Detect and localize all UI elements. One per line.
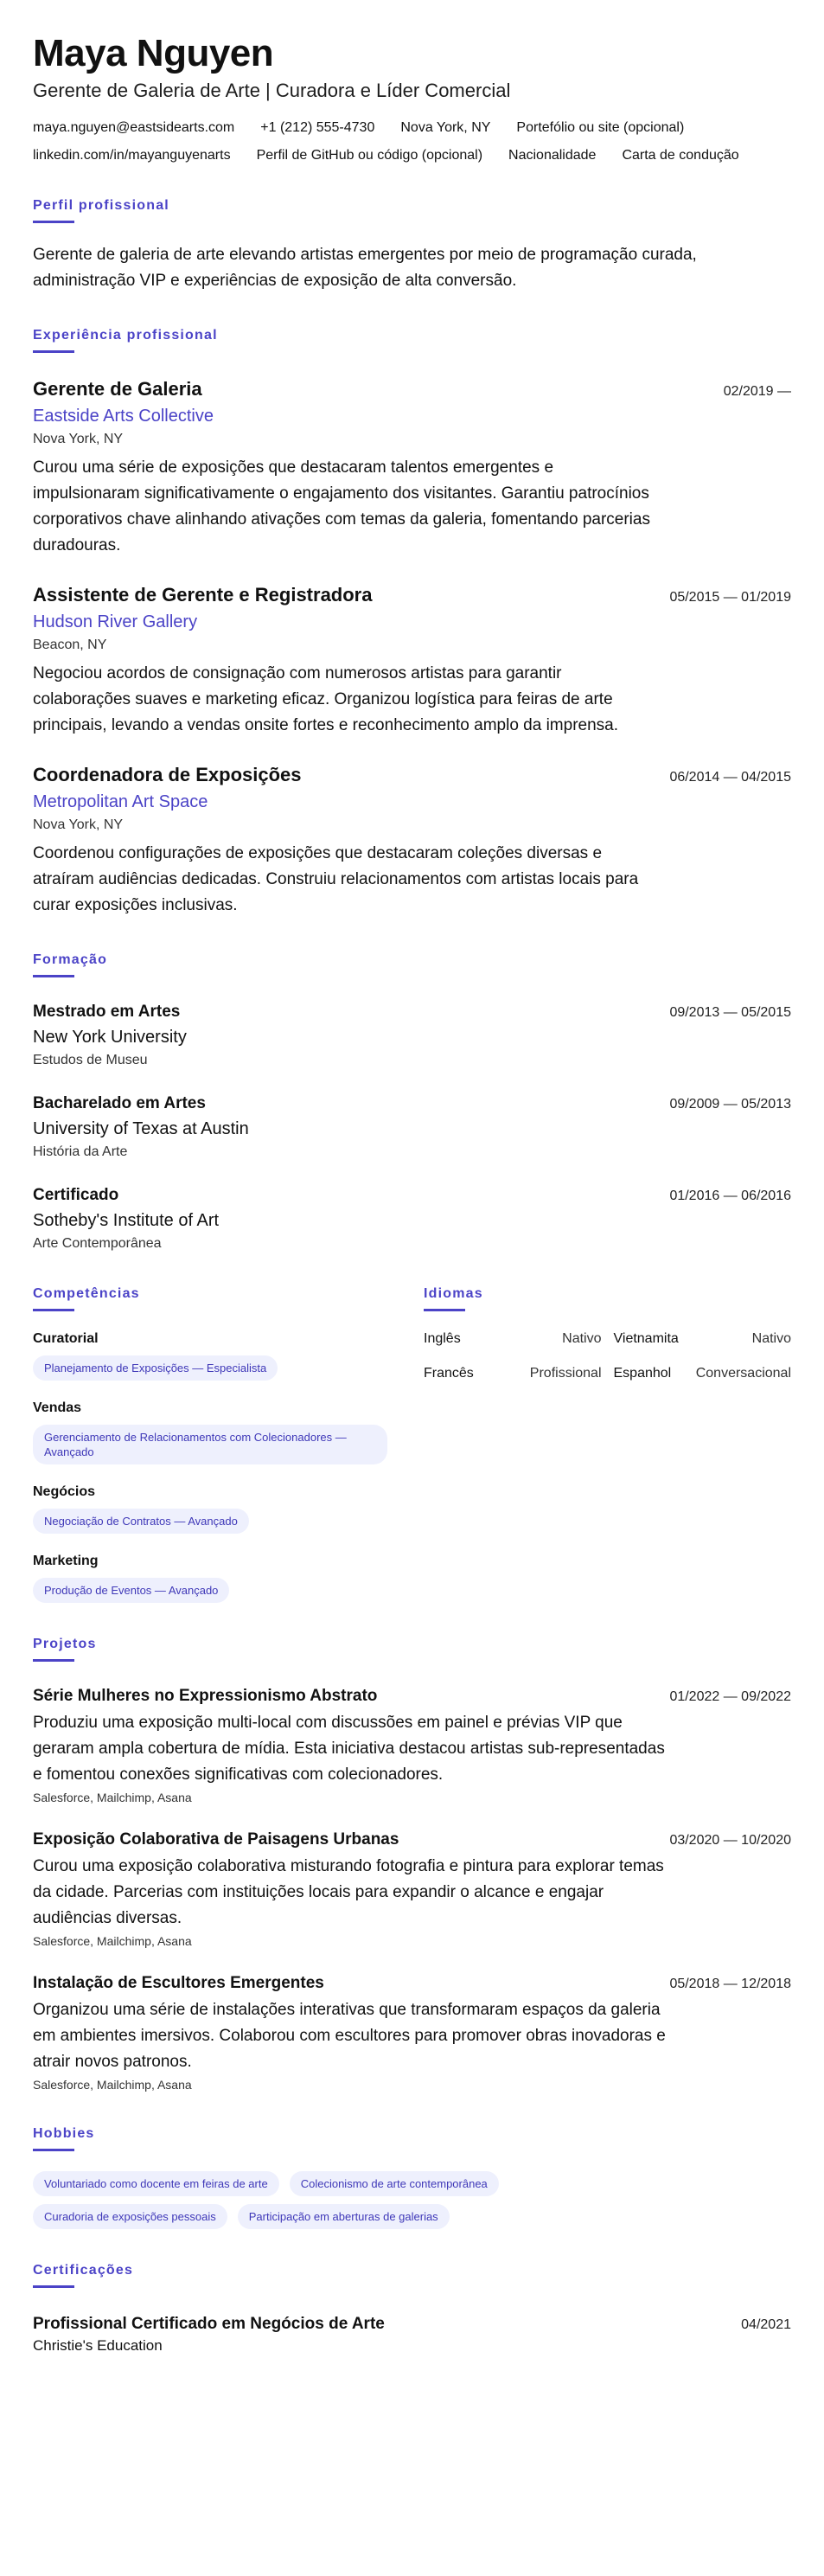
certification-name: Profissional Certificado em Negócios de Arte xyxy=(33,2315,385,2333)
language-level: Nativo xyxy=(751,1331,791,1346)
job-dates: 02/2019 — xyxy=(723,384,791,399)
skill-tag: Gerenciamento de Relacionamentos com Colecionadores — Avançado xyxy=(33,1425,387,1464)
section-title-projects: Projetos xyxy=(33,1637,97,1651)
skill-group xyxy=(33,1553,405,1603)
language-level: Conversacional xyxy=(695,1366,791,1381)
job-title: Coordenadora de Exposições xyxy=(33,764,302,785)
hobby-tag: Voluntariado como docente em feiras de arte xyxy=(33,2171,279,2196)
skill-tag: Planejamento de Exposições — Especialista xyxy=(33,1355,278,1381)
languages-section xyxy=(424,1285,791,1603)
project-dates: 03/2020 — 10/2020 xyxy=(669,1833,791,1848)
degree-name: Mestrado em Artes xyxy=(33,1003,181,1021)
hobby-tag: Curadoria de exposições pessoais xyxy=(33,2204,227,2229)
resume-header xyxy=(33,31,791,164)
contact-linkedin: linkedin.com/in/mayanguyenarts xyxy=(33,148,231,163)
section-title-certifications: Certificações xyxy=(33,2263,134,2278)
language-name: Francês xyxy=(424,1366,474,1381)
section-title-hobbies: Hobbies xyxy=(33,2126,95,2141)
language-item xyxy=(424,1330,602,1348)
section-title-languages: Idiomas xyxy=(424,1286,483,1301)
language-list xyxy=(424,1330,791,1382)
skill-group xyxy=(33,1330,405,1381)
job-title: Gerente de Galeria xyxy=(33,378,202,400)
profile-section xyxy=(33,197,791,294)
project-description: Produziu uma exposição multi-local com discussões em painel e prévias VIP que geraram ampla cobertura de mídia. Esta iniciativa destacou artistas sub-representadas e fomentou conexões significativas com colecionadores. xyxy=(33,1714,665,1784)
project-description: Curou uma exposição colaborativa misturando fotografia e pintura para explorar temas da cidade. Parcerias com instituições locais para expandir o alcance e engajar audiências diversas. xyxy=(33,1857,664,1927)
certifications-section xyxy=(33,2262,791,2355)
project-dates: 05/2018 — 12/2018 xyxy=(669,1977,791,1991)
project-name: Exposição Colaborativa de Paisagens Urbanas xyxy=(33,1830,399,1849)
project-dates: 01/2022 — 09/2022 xyxy=(669,1689,791,1704)
candidate-name: Maya Nguyen xyxy=(33,32,274,74)
section-divider xyxy=(33,2285,74,2288)
contact-email: maya.nguyen@eastsidearts.com xyxy=(33,120,235,135)
job-location: Nova York, NY xyxy=(33,817,124,832)
hobby-tags xyxy=(33,2163,690,2229)
field-of-study: História da Arte xyxy=(33,1144,128,1159)
section-divider xyxy=(33,1309,74,1311)
section-divider xyxy=(33,1659,74,1662)
education-dates: 01/2016 — 06/2016 xyxy=(669,1189,791,1203)
certification-date: 04/2021 xyxy=(741,2317,791,2332)
certification-item xyxy=(33,2314,791,2355)
section-title-profile: Perfil profissional xyxy=(33,198,169,213)
school-name: Sotheby's Institute of Art xyxy=(33,1211,220,1230)
hobby-tag: Participação em aberturas de galerias xyxy=(238,2204,450,2229)
contact-phone: +1 (212) 555-4730 xyxy=(260,120,375,135)
project-item xyxy=(33,1686,791,1805)
contact-github: Perfil de GitHub ou código (opcional) xyxy=(256,148,483,163)
section-divider xyxy=(33,2149,74,2151)
projects-section xyxy=(33,1636,791,2092)
project-tools: Salesforce, Mailchimp, Asana xyxy=(33,1934,192,1948)
hobbies-section xyxy=(33,2125,791,2229)
project-name: Série Mulheres no Expressionismo Abstrato xyxy=(33,1687,378,1705)
skill-category: Vendas xyxy=(33,1400,82,1415)
candidate-headline: Gerente de Galeria de Arte | Curadora e Líder Comercial xyxy=(33,80,511,101)
contact-info xyxy=(33,119,794,164)
skill-tag: Negociação de Contratos — Avançado xyxy=(33,1509,249,1534)
experience-item xyxy=(33,583,791,739)
job-description: Coordenou configurações de exposições que destacaram coleções diversas e atraíram audiências dedicadas. Construiu relacionamentos com artistas locais para curar exposições inclusivas. xyxy=(33,844,639,914)
education-item xyxy=(33,1185,791,1253)
language-item xyxy=(614,1330,792,1348)
section-title-education: Formação xyxy=(33,952,108,967)
education-item xyxy=(33,1002,791,1069)
certification-issuer: Christie's Education xyxy=(33,2337,163,2354)
job-dates: 05/2015 — 01/2019 xyxy=(669,590,791,605)
contact-location: Nova York, NY xyxy=(400,120,491,135)
project-description: Organizou uma série de instalações interativas que transformaram espaços da galeria em ambientes imersivos. Colaborou com escultores para promover obras inovadoras e atrair novos patronos. xyxy=(33,2001,666,2071)
job-title: Assistente de Gerente e Registradora xyxy=(33,584,373,606)
project-tools: Salesforce, Mailchimp, Asana xyxy=(33,1791,192,1804)
skill-group xyxy=(33,1400,405,1464)
section-title-skills: Competências xyxy=(33,1286,140,1301)
skills-languages-row xyxy=(33,1285,791,1603)
company-name: Hudson River Gallery xyxy=(33,612,198,631)
degree-name: Certificado xyxy=(33,1186,119,1204)
language-item xyxy=(614,1365,792,1382)
hobby-tag: Colecionismo de arte contemporânea xyxy=(290,2171,499,2196)
language-level: Nativo xyxy=(562,1331,602,1346)
contact-portfolio: Portefólio ou site (opcional) xyxy=(516,120,685,135)
job-description: Negociou acordos de consignação com numerosos artistas para garantir colaborações suaves e marketing eficaz. Organizou logística para feiras de arte principais, levando a vendas onsite fortes e reconhecimento amplo da imprensa. xyxy=(33,664,618,734)
project-item xyxy=(33,1973,791,2092)
school-name: New York University xyxy=(33,1028,187,1047)
language-name: Vietnamita xyxy=(613,1331,679,1346)
section-divider xyxy=(33,221,74,223)
skill-group xyxy=(33,1483,405,1534)
experience-item xyxy=(33,377,791,559)
language-level: Profissional xyxy=(529,1366,602,1381)
school-name: University of Texas at Austin xyxy=(33,1119,249,1138)
job-description: Curou uma série de exposições que destacaram talentos emergentes e impulsionaram significativamente o engajamento dos visitantes. Garantiu patrocínios corporativos chave alinhando ativações com temas da galeria, fomentando parcerias duradouras. xyxy=(33,458,650,554)
degree-name: Bacharelado em Artes xyxy=(33,1094,206,1112)
section-divider xyxy=(33,975,74,977)
skill-category: Negócios xyxy=(33,1484,96,1499)
field-of-study: Arte Contemporânea xyxy=(33,1236,162,1251)
experience-item xyxy=(33,763,791,919)
project-tools: Salesforce, Mailchimp, Asana xyxy=(33,2078,192,2092)
company-name: Eastside Arts Collective xyxy=(33,407,214,426)
skill-category: Curatorial xyxy=(33,1331,99,1346)
section-divider xyxy=(424,1309,465,1311)
section-divider xyxy=(33,350,74,353)
experience-section xyxy=(33,327,791,919)
education-item xyxy=(33,1093,791,1161)
skill-category: Marketing xyxy=(33,1554,99,1568)
company-name: Metropolitan Art Space xyxy=(33,792,208,811)
education-dates: 09/2013 — 05/2015 xyxy=(669,1005,791,1020)
language-item xyxy=(424,1365,602,1382)
job-location: Beacon, NY xyxy=(33,638,107,652)
job-dates: 06/2014 — 04/2015 xyxy=(669,770,791,785)
language-name: Espanhol xyxy=(613,1366,672,1381)
job-location: Nova York, NY xyxy=(33,432,124,446)
project-name: Instalação de Escultores Emergentes xyxy=(33,1974,324,1992)
section-title-experience: Experiência profissional xyxy=(33,328,218,343)
education-section xyxy=(33,952,791,1253)
contact-nationality: Nacionalidade xyxy=(508,148,597,163)
contact-driving-license: Carta de condução xyxy=(622,148,739,163)
skill-tag: Produção de Eventos — Avançado xyxy=(33,1578,229,1603)
skills-section xyxy=(33,1285,405,1603)
profile-summary: Gerente de galeria de arte elevando artistas emergentes por meio de programação curada, administração VIP e experiências de exposição de alta conversão. xyxy=(33,246,697,290)
language-name: Inglês xyxy=(424,1331,461,1346)
field-of-study: Estudos de Museu xyxy=(33,1053,148,1067)
education-dates: 09/2009 — 05/2013 xyxy=(669,1097,791,1112)
project-item xyxy=(33,1829,791,1949)
